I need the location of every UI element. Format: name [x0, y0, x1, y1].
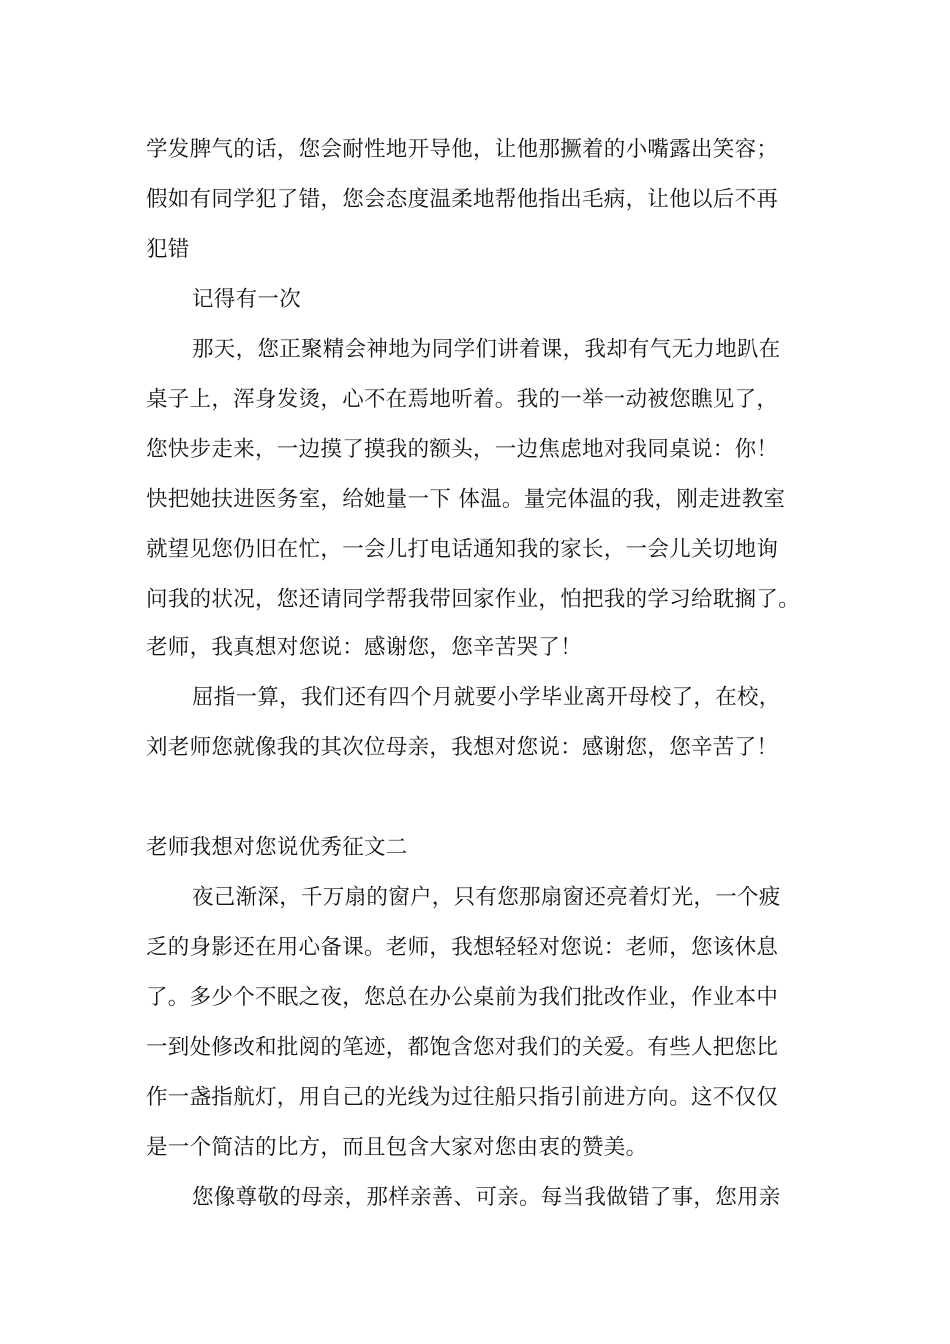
- text-line: 夜己渐深，千万扇的窗户，只有您那扇窗还亮着灯光，一个疲: [192, 885, 781, 910]
- text-line: 假如有同学犯了错，您会态度温柔地帮他指出毛病，让他以后不再: [146, 187, 779, 212]
- text-line: 快把她扶进医务室，给她量一下 体温。量完体温的我，刚走进教室: [146, 487, 786, 512]
- text-line: 犯错: [146, 237, 190, 262]
- text-line: 作一盏指航灯，用自己的光线为过往船只指引前进方向。这不仅仅: [146, 1085, 779, 1110]
- text-line: 那天，您正聚精会神地为同学们讲着课，我却有气无力地趴在: [192, 337, 781, 362]
- text-line: 您快步走来，一边摸了摸我的额头，一边焦虑地对我同桌说：你！: [146, 437, 779, 462]
- text-line: 问我的状况，您还请同学帮我带回家作业，怕把我的学习给耽搁了。: [146, 587, 801, 612]
- text-line: 一到处修改和批阅的笔迹，都饱含您对我们的关爱。有些人把您比: [146, 1035, 779, 1060]
- text-line: 刘老师您就像我的其次位母亲，我想对您说：感谢您，您辛苦了！: [146, 735, 779, 760]
- text-line: 桌子上，浑身发烫，心不在焉地听着。我的一举一动被您瞧见了，: [146, 387, 779, 412]
- section-title: 老师我想对您说优秀征文二: [146, 835, 408, 860]
- text-line: 老师，我真想对您说：感谢您，您辛苦哭了！: [146, 635, 583, 660]
- text-line: 乏的身影还在用心备课。老师，我想轻轻对您说：老师，您该休息: [146, 935, 779, 960]
- text-line: 是一个简洁的比方，而且包含大家对您由衷的赞美。: [146, 1135, 648, 1160]
- text-line: 学发脾气的话，您会耐性地开导他，让他那撅着的小嘴露出笑容；: [146, 137, 779, 162]
- text-line: 了。多少个不眠之夜，您总在办公桌前为我们批改作业，作业本中: [146, 985, 779, 1010]
- text-line: 您像尊敬的母亲，那样亲善、可亲。每当我做错了事，您用亲: [192, 1185, 781, 1210]
- text-line: 就望见您仍旧在忙，一会儿打电话通知我的家长，一会儿关切地询: [146, 537, 779, 562]
- text-line: 屈指一算，我们还有四个月就要小学毕业离开母校了，在校，: [192, 685, 781, 710]
- text-line: 记得有一次: [192, 287, 302, 312]
